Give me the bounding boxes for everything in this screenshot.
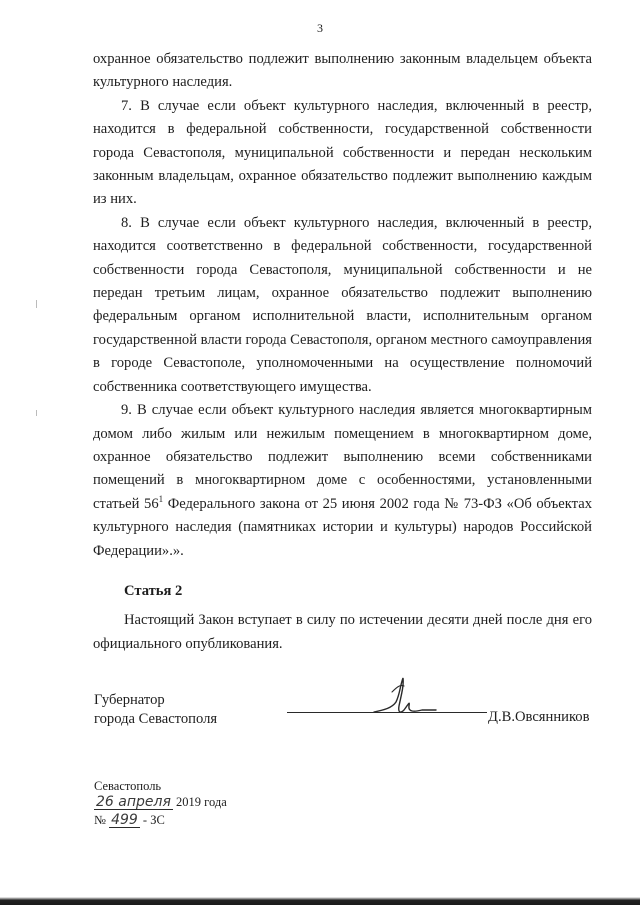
number-prefix: № bbox=[94, 813, 106, 827]
article-title: Статья 2 bbox=[124, 583, 183, 599]
scan-mark bbox=[36, 410, 37, 416]
number-suffix: - ЗС bbox=[142, 813, 165, 827]
date-year: 2019 года bbox=[176, 795, 227, 809]
signer-title-line-1: Губернатор bbox=[94, 692, 165, 708]
handwritten-number: 499 bbox=[111, 812, 138, 828]
paragraph-continuation: охранное обязательство подлежит выполнению законным владельцем объекта культурного наследия. bbox=[93, 51, 592, 91]
paragraph-8: 8. В случае если объект культурного наследия, включенный в реестр, находится соответственно в федеральной собственности, государственной собственности города Севастополя, муниципальной собственности и не передан третьим лицам, охранное обязательство подлежит выполнению федеральным органом исполнительной власти, исполнительным органом государственной власти города Севастополя, органом местного самоуправления в городе Севастополе, уполномоченными на осуществление полномочий собственника соответствующего имущества. bbox=[93, 214, 592, 395]
handwritten-signature bbox=[370, 672, 440, 722]
paragraph-9 bbox=[93, 399, 592, 563]
handwritten-date: 26 апреля bbox=[96, 794, 171, 810]
signer-title-line-2: города Севастополя bbox=[94, 711, 218, 727]
signer-title bbox=[94, 691, 217, 729]
scan-edge bbox=[0, 897, 640, 905]
paragraph-9-text-end: Федерального закона от 25 июня 2002 года № 73-ФЗ «Об объектах культурного наследия (памятниках истории и культуры) народов Российской Федерации».». bbox=[93, 495, 592, 559]
scan-mark bbox=[36, 300, 37, 308]
article-text: Настоящий Закон вступает в силу по истечении десяти дней после дня его официального опубликования. bbox=[93, 612, 592, 652]
paragraph-7: 7. В случае если объект культурного наследия, включенный в реестр, находится в федеральной собственности, государственной собственности города Севастополя, муниципальной собственности и передан нескольким законным владельцам, охранное обязательство подлежит выполнению каждым из них. bbox=[93, 97, 592, 208]
paragraph-9-text: 9. В случае если объект культурного наследия является многоквартирным домом либо жилым или нежилым помещением в многоквартирном доме, охранное обязательство подлежит выполнению всеми собственниками помещений в многоквартирном доме с особенностями, установленными статьей 56 bbox=[93, 402, 592, 512]
page-number: 3 bbox=[317, 21, 323, 35]
paragraph-9-superscript: 1 bbox=[158, 493, 164, 504]
signing-place: Севастополь bbox=[94, 779, 162, 793]
law-number bbox=[94, 813, 165, 828]
signer-name: Д.В.Овсянников bbox=[488, 709, 590, 725]
signing-date bbox=[94, 795, 227, 810]
law-body bbox=[93, 48, 592, 563]
